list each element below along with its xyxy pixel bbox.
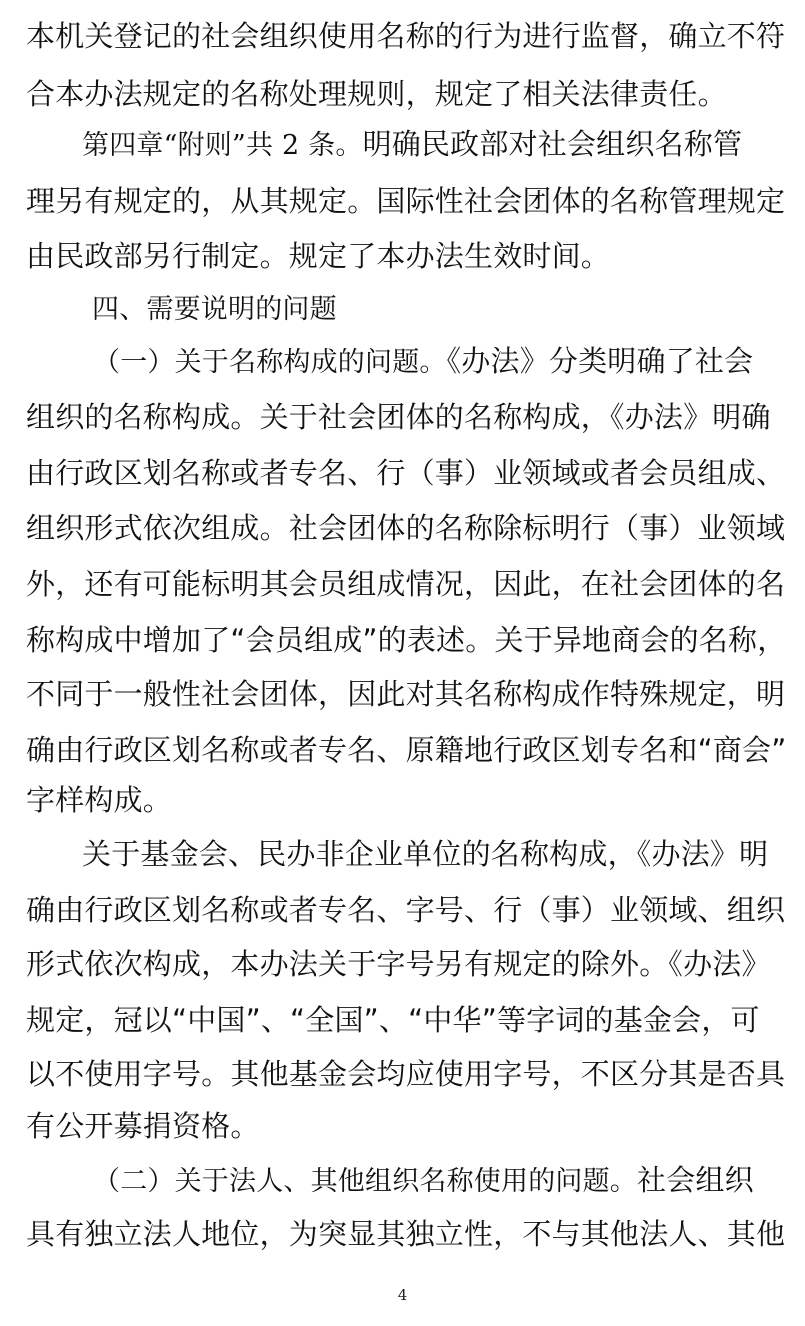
body-line: 规定，冠以“中国”、“全国”、“中华”等字词的基金会，可 bbox=[26, 1003, 760, 1037]
body-line: 组织的名称构成。关于社会团体的名称构成，《办法》明确 bbox=[26, 400, 771, 434]
subsection-two-text: 社会组织 bbox=[637, 1163, 754, 1197]
body-line: 本机关登记的社会组织使用名称的行为进行监督，确立不符 bbox=[26, 19, 786, 53]
body-line: 确由行政区划名称或者专名、字号、行（事）业领域、组织 bbox=[26, 893, 786, 927]
chapter-four-text: 明确民政部对社会组织名称管 bbox=[362, 127, 743, 161]
subsection-two-heading: （二）关于法人、其他组织名称使用的问题。 bbox=[93, 1166, 637, 1197]
body-line: 由民政部另行制定。规定了本办法生效时间。 bbox=[26, 239, 611, 273]
section-heading-text: 四、需要说明的问题 bbox=[92, 294, 337, 325]
section-heading bbox=[92, 280, 778, 336]
body-line: 有公开募捐资格。 bbox=[26, 1109, 260, 1143]
page-number: 4 bbox=[397, 1286, 408, 1304]
body-line: 不同于一般性社会团体，因此对其名称构成作特殊规定，明 bbox=[26, 677, 786, 711]
chapter-four-line bbox=[82, 116, 778, 172]
body-line: 字样构成。 bbox=[26, 783, 173, 817]
paragraph-start-line: 关于基金会、民办非企业单位的名称构成，《办法》明 bbox=[82, 837, 769, 871]
body-line: 合本办法规定的名称处理规则，规定了相关法律责任。 bbox=[26, 77, 727, 111]
body-line: 确由行政区划名称或者专名、原籍地行政区划专名和“商会” bbox=[26, 733, 787, 767]
subsection-two-line bbox=[93, 1152, 778, 1208]
body-line: 称构成中增加了“会员组成”的表述。关于异地商会的名称， bbox=[26, 623, 787, 657]
body-line: 组织形式依次组成。社会团体的名称除标明行（事）业领域 bbox=[26, 511, 786, 545]
subsection-one-text: 《办法》分类明确了社会 bbox=[446, 344, 754, 378]
body-line: 由行政区划名称或者专名、行（事）业领域或者会员组成、 bbox=[26, 456, 786, 490]
subsection-one-heading: （一）关于名称构成的问题。 bbox=[93, 347, 447, 378]
body-line: 形式依次构成，本办法关于字号另有规定的除外。《办法》 bbox=[26, 947, 771, 981]
body-line: 外，还有可能标明其会员组成情况，因此，在社会团体的名 bbox=[26, 567, 786, 601]
body-line: 理另有规定的，从其规定。国际性社会团体的名称管理规定 bbox=[26, 184, 786, 218]
subsection-one-line bbox=[93, 333, 778, 389]
body-line: 以不使用字号。其他基金会均应使用字号，不区分其是否具 bbox=[26, 1057, 786, 1091]
body-line: 具有独立法人地位，为突显其独立性，不与其他法人、其他 bbox=[26, 1217, 786, 1251]
chapter-four-heading: 第四章“附则”共 2 条。 bbox=[82, 130, 363, 161]
